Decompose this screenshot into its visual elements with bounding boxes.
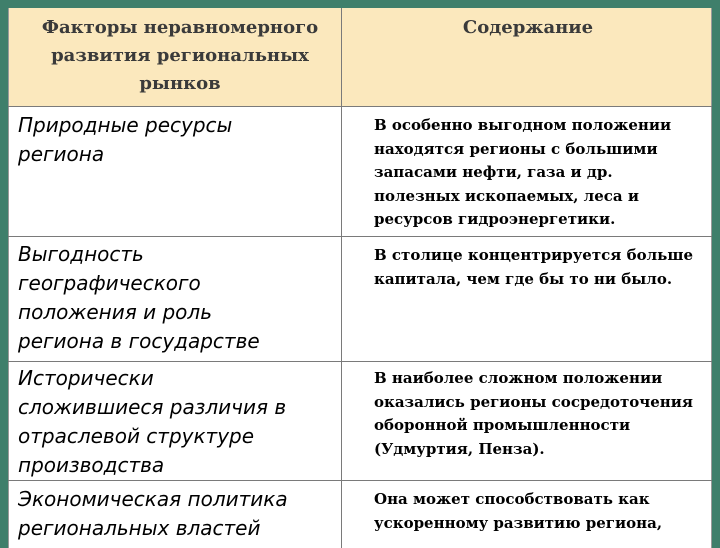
table-border-left [8,8,9,548]
row-divider [8,361,712,362]
table-border-right [711,8,712,548]
row-divider [8,106,712,107]
header-content: Содержание [462,17,594,38]
column-divider [341,8,342,548]
content-natural-resources: В особенно выгодном положении находятся регионы с большими запасами нефти, газа и др. полезных ископаемых, леса и ресурсов гидроэнергетики. [374,116,672,228]
factors-table [8,8,712,548]
header-factors: Факторы неравномерного развития региональных рынков [41,17,319,94]
content-historical-differences: В наиболее сложном положении оказались регионы сосредоточения оборонной промышленности (Удмуртия, Пенза). [374,369,693,458]
content-geographic-position: В столице концентрируется больше капитала, чем где бы то ни было. [374,246,694,288]
row-divider [8,236,712,237]
factor-natural-resources: Природные ресурсы региона [18,113,233,166]
content-economic-policy: Она может способствовать как ускоренному развитию региона, [374,490,663,532]
row-divider [8,480,712,481]
factor-historical-differences: Исторически сложившиеся различия в отраслевой структуре производства [18,366,287,477]
factor-economic-policy: Экономическая политика региональных властей [18,487,288,540]
factor-geographic-position: Выгодность географического положения и роль региона в государстве [18,242,260,353]
